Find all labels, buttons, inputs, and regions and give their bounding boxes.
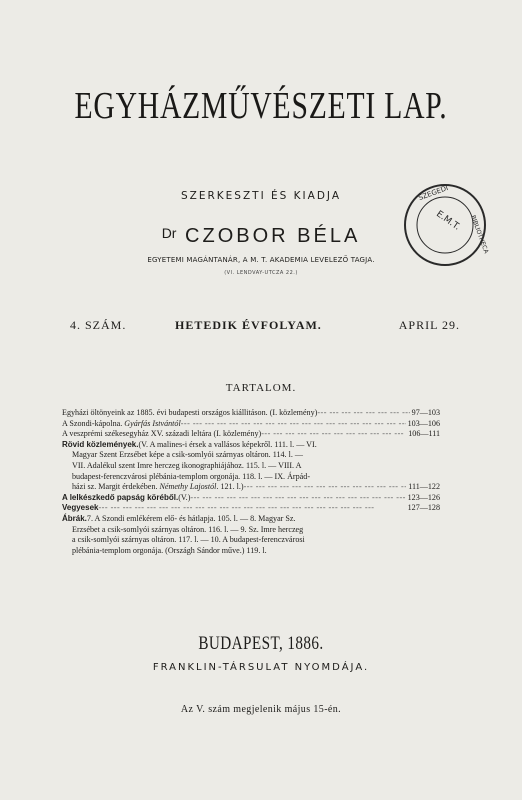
toc-entry: [62, 419, 440, 430]
toc-entry-pages: 127—128: [407, 503, 440, 513]
table-of-contents: [62, 408, 440, 556]
issue-info: [70, 318, 460, 336]
toc-entry: [62, 440, 440, 451]
editor-prefix: Dr: [161, 225, 177, 241]
editor-address: (VI. LENDVAY-UTCZA 22.): [224, 270, 298, 276]
volume-label: HETEDIK ÉVFOLYAM.: [175, 318, 322, 332]
toc-entry-continuation: Erzsébet a csik-somlyói szárnyas oltáron. 116. l. — 9. Sz. Imre herczeg: [72, 524, 304, 534]
toc-entry: [62, 408, 440, 419]
toc-entry: [62, 503, 440, 514]
toc-entry-text: házi sz. Margit érdekében.: [72, 482, 160, 492]
toc-entry-pages: 97—103: [411, 408, 440, 417]
toc-entry-text: 7. A Szondi emlékérem elő- és hátlapja. 105. l. — 8. Magyar Sz.: [86, 513, 296, 523]
toc-entry-text: (V. A malines-i érsek a vallásos képekről. 111. l. — VI.: [138, 439, 317, 449]
toc-entry-continuation: a csik-somlyói szárnyas oltáron. 117. l. — 10. A budapest-ferenczvárosi: [72, 535, 305, 545]
toc-heading: TARTALOM.: [225, 382, 297, 394]
imprint-publisher: FRANKLIN-TÁRSULAT NYOMDÁJA.: [152, 662, 370, 673]
toc-entry-author: Némethy Lajostól: [159, 482, 217, 492]
toc-entry-continuation: Magyar Szent Erzsébet képe a csik-somlyói szárnyas oltáron. 114. l. —: [72, 450, 303, 460]
imprint-place-year: BUDAPEST, 1886.: [198, 633, 324, 654]
library-stamp: [400, 180, 490, 270]
issue-number: 4. SZÁM.: [70, 318, 127, 332]
editor-caption: SZERKESZTI ÉS KIADJA: [181, 190, 341, 202]
journal-title: EGYHÁZMŰVÉSZETI LAP.: [74, 85, 448, 127]
toc-entry-pages: 123—126: [407, 492, 440, 502]
toc-entry-title: Ábrák.: [62, 513, 87, 523]
svg-text:SZEGEDI: SZEGEDI: [417, 183, 450, 203]
svg-text:E.M.T.: E.M.T.: [434, 209, 462, 233]
toc-entry-continuation: plébánia-templom orgonája. (Országh Sándor műve.) 119. l.: [72, 545, 267, 555]
toc-entry-pages: 111—122: [408, 482, 440, 492]
toc-entry-text: (V.): [178, 492, 191, 502]
svg-text:BIBLIOTHECA: BIBLIOTHECA: [469, 214, 490, 255]
toc-entry-author: Gyárfás Istvántól: [124, 418, 181, 428]
toc-entry: [62, 493, 440, 504]
toc-entry-continuation: VII. Adalékul szent Imre herczeg ikonographiájához. 115. l. — VIII. A: [72, 460, 302, 470]
toc-entry-title: Egyházi öltönyeink az 1885. évi budapesti országos kiállitáson. (I. közlemény): [62, 408, 318, 417]
toc-entry-pages: 106—111: [408, 429, 440, 439]
editor-name: CZOBOR BÉLA: [185, 225, 361, 247]
toc-entry-title: A lelkészkedő papság köréből.: [62, 492, 179, 502]
toc-entry-title: Vegyesek: [62, 503, 99, 513]
toc-entry-title: A Szondi-kápolna.: [62, 418, 125, 428]
toc-entry-continuation: [62, 482, 440, 493]
next-issue-notice: Az V. szám megjelenik május 15-én.: [180, 704, 342, 715]
toc-entry-title: Rövid közlemények.: [62, 439, 139, 449]
toc-entry-pages: 103—106: [407, 418, 440, 428]
issue-date: APRIL 29.: [398, 318, 460, 332]
editor-role: EGYETEMI MAGÁNTANÁR, A M. T. AKADEMIA LEVELEZŐ TAGJA.: [147, 256, 375, 264]
toc-entry: [62, 429, 440, 440]
toc-entry: [62, 514, 440, 525]
toc-entry-text: . 121. l.): [216, 482, 244, 492]
toc-entry-continuation: budapest-ferenczvárosi plébánia-templom orgonája. 118. l. — IX. Árpád-: [72, 471, 311, 481]
toc-entry-title: A veszprémi székesegyház XV. századi leltára (I. közlemény): [62, 429, 262, 439]
